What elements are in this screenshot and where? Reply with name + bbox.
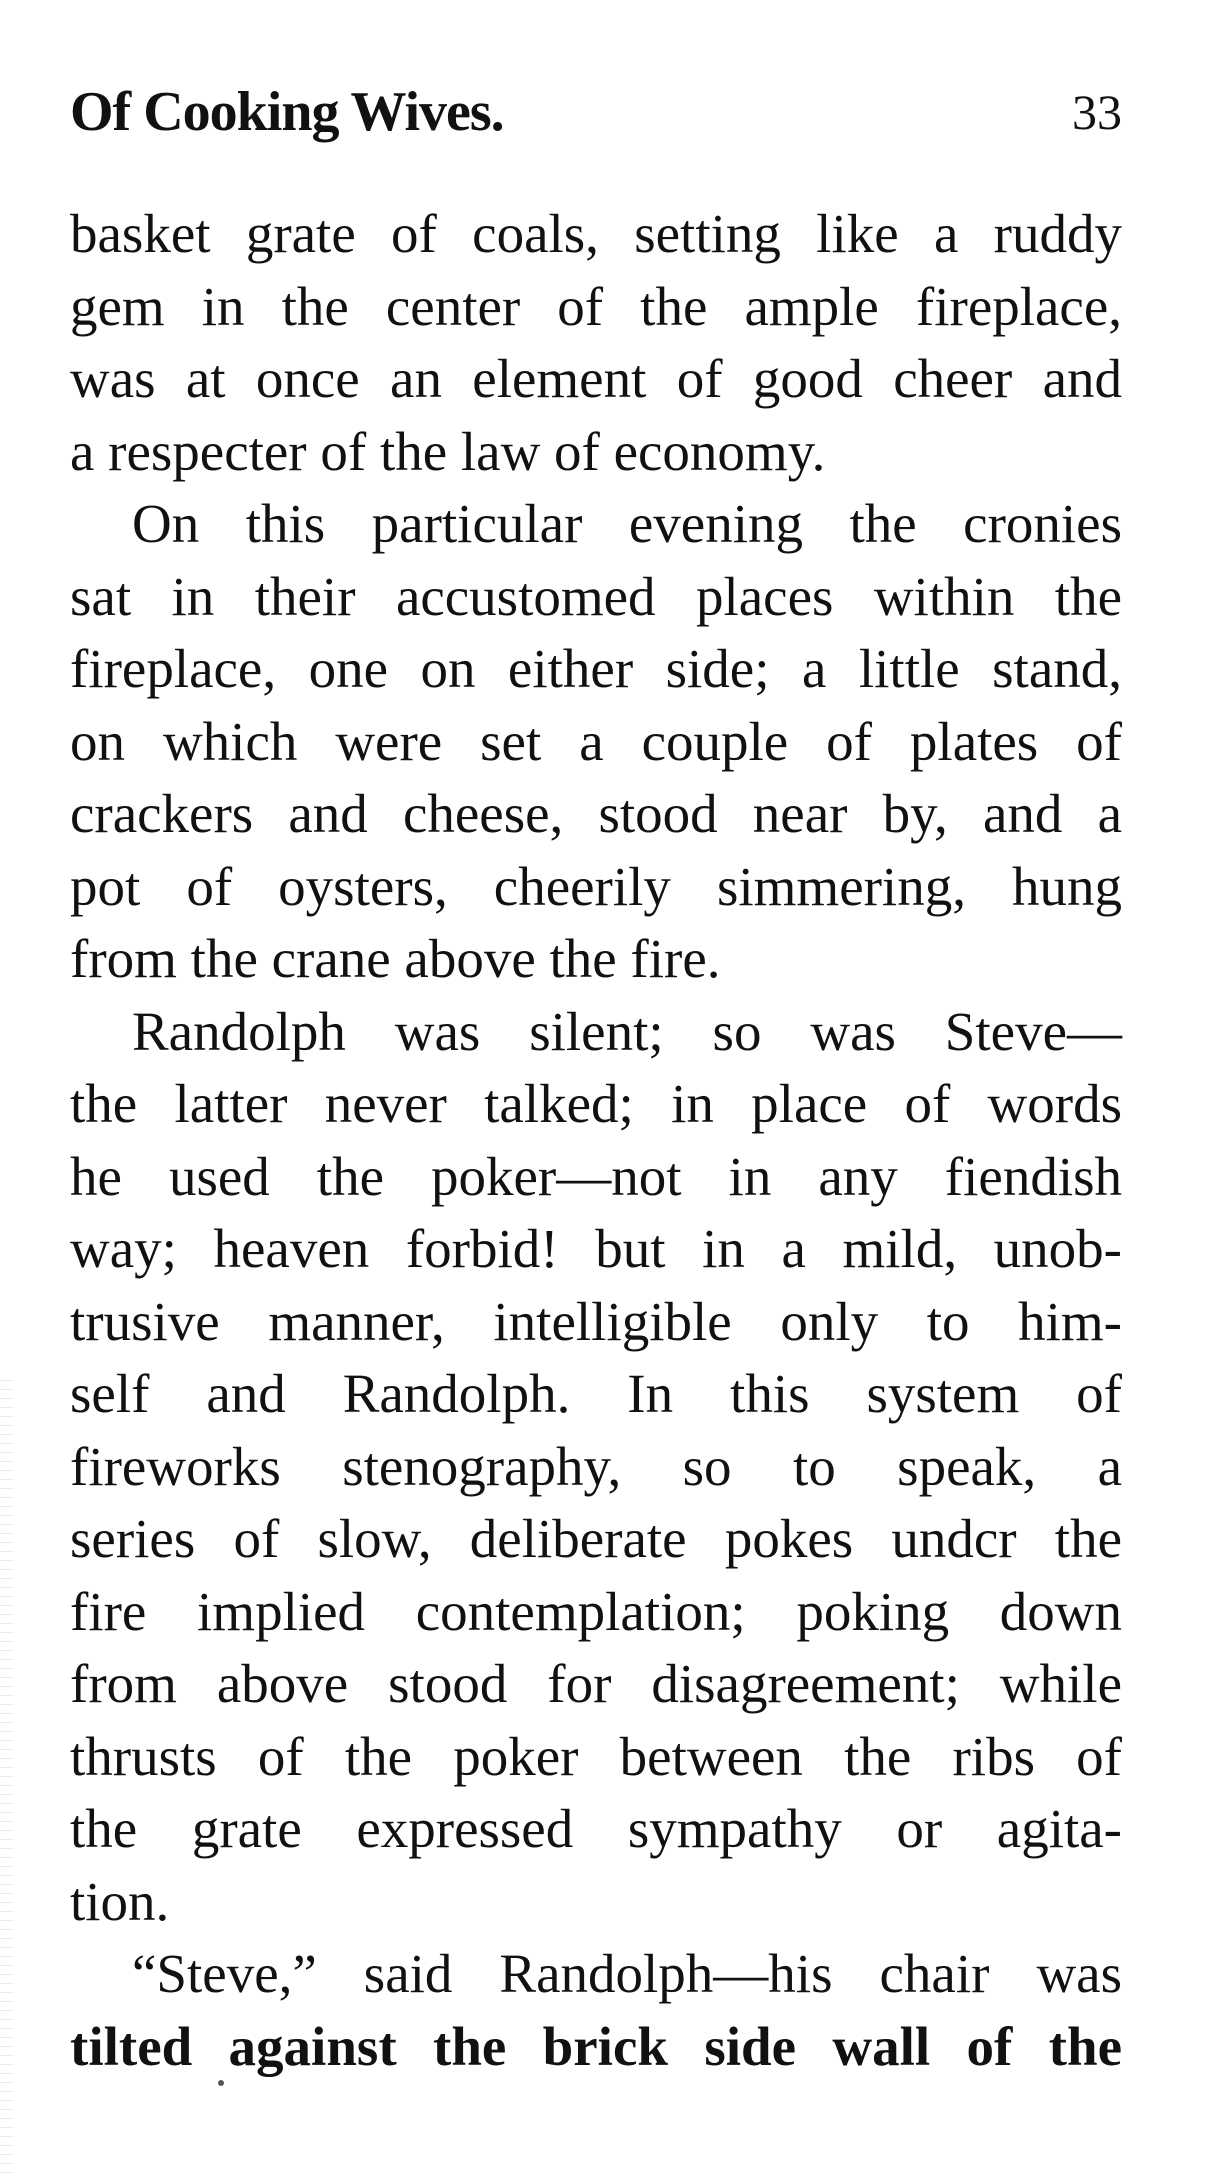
text-line: the latter never talked; in place of words [70,1073,1122,1134]
body-text [70,198,1122,2083]
text-line: on which were set a couple of plates of [70,710,1122,772]
text-line: the grate expressed sympathy or agita- [70,1798,1122,1859]
text-line: fire implied contemplation; poking down [70,1580,1122,1642]
text-line: self and Randolph. In this system of [70,1363,1122,1424]
text-line: way; heaven forbid! but in a mild, unob- [70,1218,1122,1279]
ink-speck [218,2080,224,2086]
text-line: fireworks stenography, so to speak, a [70,1435,1122,1497]
text-line: sat in their accustomed places within the [70,565,1122,627]
text-line: from the crane above the fire. [70,928,721,989]
text-line: a respecter of the law of economy. [70,420,826,482]
text-line: trusive manner, intelligible only to him- [70,1290,1122,1352]
text-line: from above stood for disagreement; while [70,1653,1122,1714]
text-line: series of slow, deliberate pokes undcr the [70,1508,1122,1569]
text-line: On this particular evening the cronies [132,493,1122,554]
text-line: pot of oysters, cheerily simmering, hung [70,855,1122,917]
text-line: “Steve,” said Randolph—his chair was [132,1943,1122,2004]
text-line: gem in the center of the ample fireplace, [70,275,1122,337]
text-line: crackers and cheese, stood near by, and a [70,783,1122,844]
running-head [70,72,1122,152]
scan-edge-noise [0,1380,14,2180]
running-title: Of Cooking Wives. [70,81,504,143]
text-line: tion. [70,1870,170,1932]
text-line: Randolph was silent; so was Steve— [132,1000,1122,1062]
text-line: thrusts of the poker between the ribs of [70,1725,1122,1787]
text-line: fireplace, one on either side; a little stand, [70,638,1122,699]
text-line: was at once an element of good cheer and [70,348,1122,409]
text-line: he used the poker—not in any fiendish [70,1145,1122,1207]
page-number: 33 [1072,84,1122,140]
text-line: tilted against the brick side wall of the [70,2015,1122,2077]
text-line: basket grate of coals, setting like a ruddy [70,203,1122,264]
